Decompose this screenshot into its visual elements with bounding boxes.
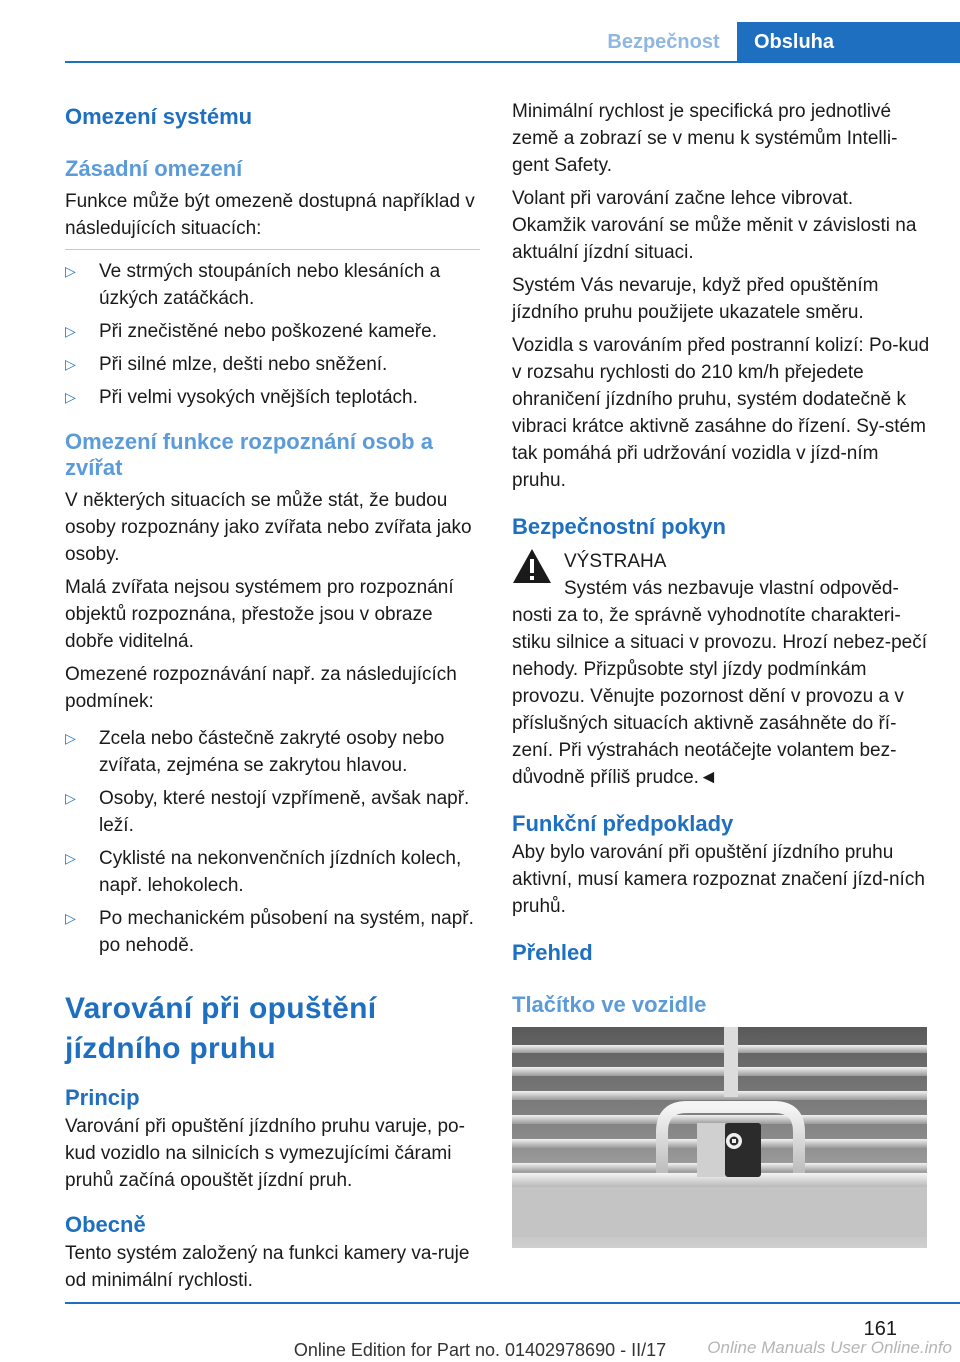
paragraph: Omezené rozpoznávání např. za následujících podmínek: (65, 664, 457, 712)
warning-triangle-icon (512, 548, 552, 584)
list-item: ▷ Po mechanickém působení na systém, např. po nehodě. (65, 905, 480, 959)
list-item: ▷ Ve strmých stoupáních nebo klesáních a úzkých zatáčkách. (65, 258, 480, 312)
paragraph: Vozidla s varováním před postranní kolizí: Po-kud v rozsahu rychlosti do 210 km/h přejedete ohraničení jízdního pruhu, systém dodatečně k vibraci krátce aktivně zasáhne do řízení. Sy-stém tak pomáhá při udržování vozidla v jízd-ním pruhu. (512, 335, 930, 491)
list-divider (65, 249, 480, 250)
list-item: ▷ Zcela nebo částečně zakryté osoby nebo zvířata, zejména se zakrytou hlavou. (65, 725, 480, 779)
tab-obsluha[interactable]: Obsluha (737, 22, 960, 62)
section-heading-funkcni: Funkční předpoklady (512, 811, 734, 836)
paragraph: Systém Vás nevaruje, když před opuštěním jízdního pruhu použijete ukazatele směru. (512, 275, 879, 323)
list-item: ▷ Při silné mlze, dešti nebo sněžení. (65, 351, 480, 378)
right-column (512, 98, 932, 1018)
section-heading-omezeni: Omezení systému (65, 104, 253, 129)
triangle-bullet-icon: ▷ (65, 389, 76, 405)
list-item: ▷ Osoby, které nestojí vzpřímeně, avšak např. leží. (65, 785, 480, 839)
warning-label: VÝSTRAHA (564, 551, 667, 572)
triangle-bullet-icon: ▷ (65, 263, 76, 279)
paragraph: Volant při varování začne lehce vibrovat. Okamžik varování se může měnit v závislosti na aktuální jízdní situaci. (512, 188, 917, 263)
list-item: ▷ Při velmi vysokých vnějších teplotách. (65, 384, 480, 411)
paragraph: Varování při opuštění jízdního pruhu varuje, po-kud vozidlo na silnicích s vymezujícími čárami pruhů začíná opouštět jízdní pruh. (65, 1116, 465, 1191)
list-item: ▷ Při znečistěné nebo poškozené kameře. (65, 318, 480, 345)
triangle-bullet-icon: ▷ (65, 790, 76, 806)
list-item: ▷ Cyklisté na nekonvenčních jízdních kolech, např. lehokolech. (65, 845, 480, 899)
recognition-list (65, 725, 480, 959)
edition-text: Online Edition for Part no. 01402978690 - II/17 (293, 1340, 667, 1360)
page-number: 161 (863, 1318, 897, 1340)
watermark: Online Manuals User Online.info (707, 1338, 952, 1357)
triangle-bullet-icon: ▷ (65, 850, 76, 866)
triangle-bullet-icon: ▷ (65, 323, 76, 339)
header-divider (65, 61, 960, 63)
triangle-bullet-icon: ▷ (65, 730, 76, 746)
subheading-tlacitko: Tlačítko ve vozidle (512, 992, 707, 1017)
section-heading-princip: Princip (65, 1085, 140, 1110)
subheading-zasadni: Zásadní omezení (65, 156, 243, 181)
lane-departure-button-image (512, 1027, 927, 1248)
paragraph: Minimální rychlost je specifická pro jednotlivé země a zobrazí se v menu k systémům Intelli-gent Safety. (512, 101, 898, 176)
footer-divider (65, 1302, 960, 1304)
warning-block (512, 548, 932, 791)
paragraph: Malá zvířata nejsou systémem pro rozpoznání objektů rozpoznána, přestože jsou v obraze dobře viditelná. (65, 577, 454, 652)
section-heading-bezpecnostni-pokyn: Bezpečnostní pokyn (512, 514, 726, 539)
tab-bezpecnost[interactable]: Bezpečnost (607, 30, 720, 53)
paragraph: Tento systém založený na funkci kamery va-ruje od minimální rychlosti. (65, 1243, 470, 1291)
triangle-bullet-icon: ▷ (65, 356, 76, 372)
limitations-list (65, 258, 480, 411)
paragraph: Aby bylo varování při opuštění jízdního pruhu aktivní, musí kamera rozpoznat značení jízd-ních pruhů. (512, 842, 925, 917)
section-heading-obecne: Obecně (65, 1212, 146, 1237)
warning-text: nosti za to, že správně vyhodnotíte charakteri-stiku silnice a situaci v provozu. Hrozí nebez-pečí nehody. Přizpůsobte styl jízdy podmínkám provozu. Věnujte pozornost dění v provozu a v příslušných situacích aktivně zasáhněte do ří-zení. Při výstrahách neotáčejte volantem bez-důvodně příliš prudce.◄ (512, 605, 928, 788)
button-photo (512, 1027, 927, 1248)
section-heading-prehled: Přehled (512, 940, 593, 965)
left-column (65, 98, 480, 1294)
warning-text-first-line: Systém vás nezbavuje vlastní odpověd- (564, 578, 899, 599)
chapter-title: Varování při opuštění jízdního pruhu (65, 992, 377, 1065)
paragraph: V některých situacích se může stát, že budou osoby rozpoznány jako zvířata nebo zvířata jako osoby. (65, 490, 472, 565)
triangle-bullet-icon: ▷ (65, 910, 76, 926)
subheading-rozpoznani: Omezení funkce rozpoznání osob a zvířat (65, 429, 433, 480)
paragraph: Funkce může být omezeně dostupná například v následujících situacích: (65, 191, 475, 239)
